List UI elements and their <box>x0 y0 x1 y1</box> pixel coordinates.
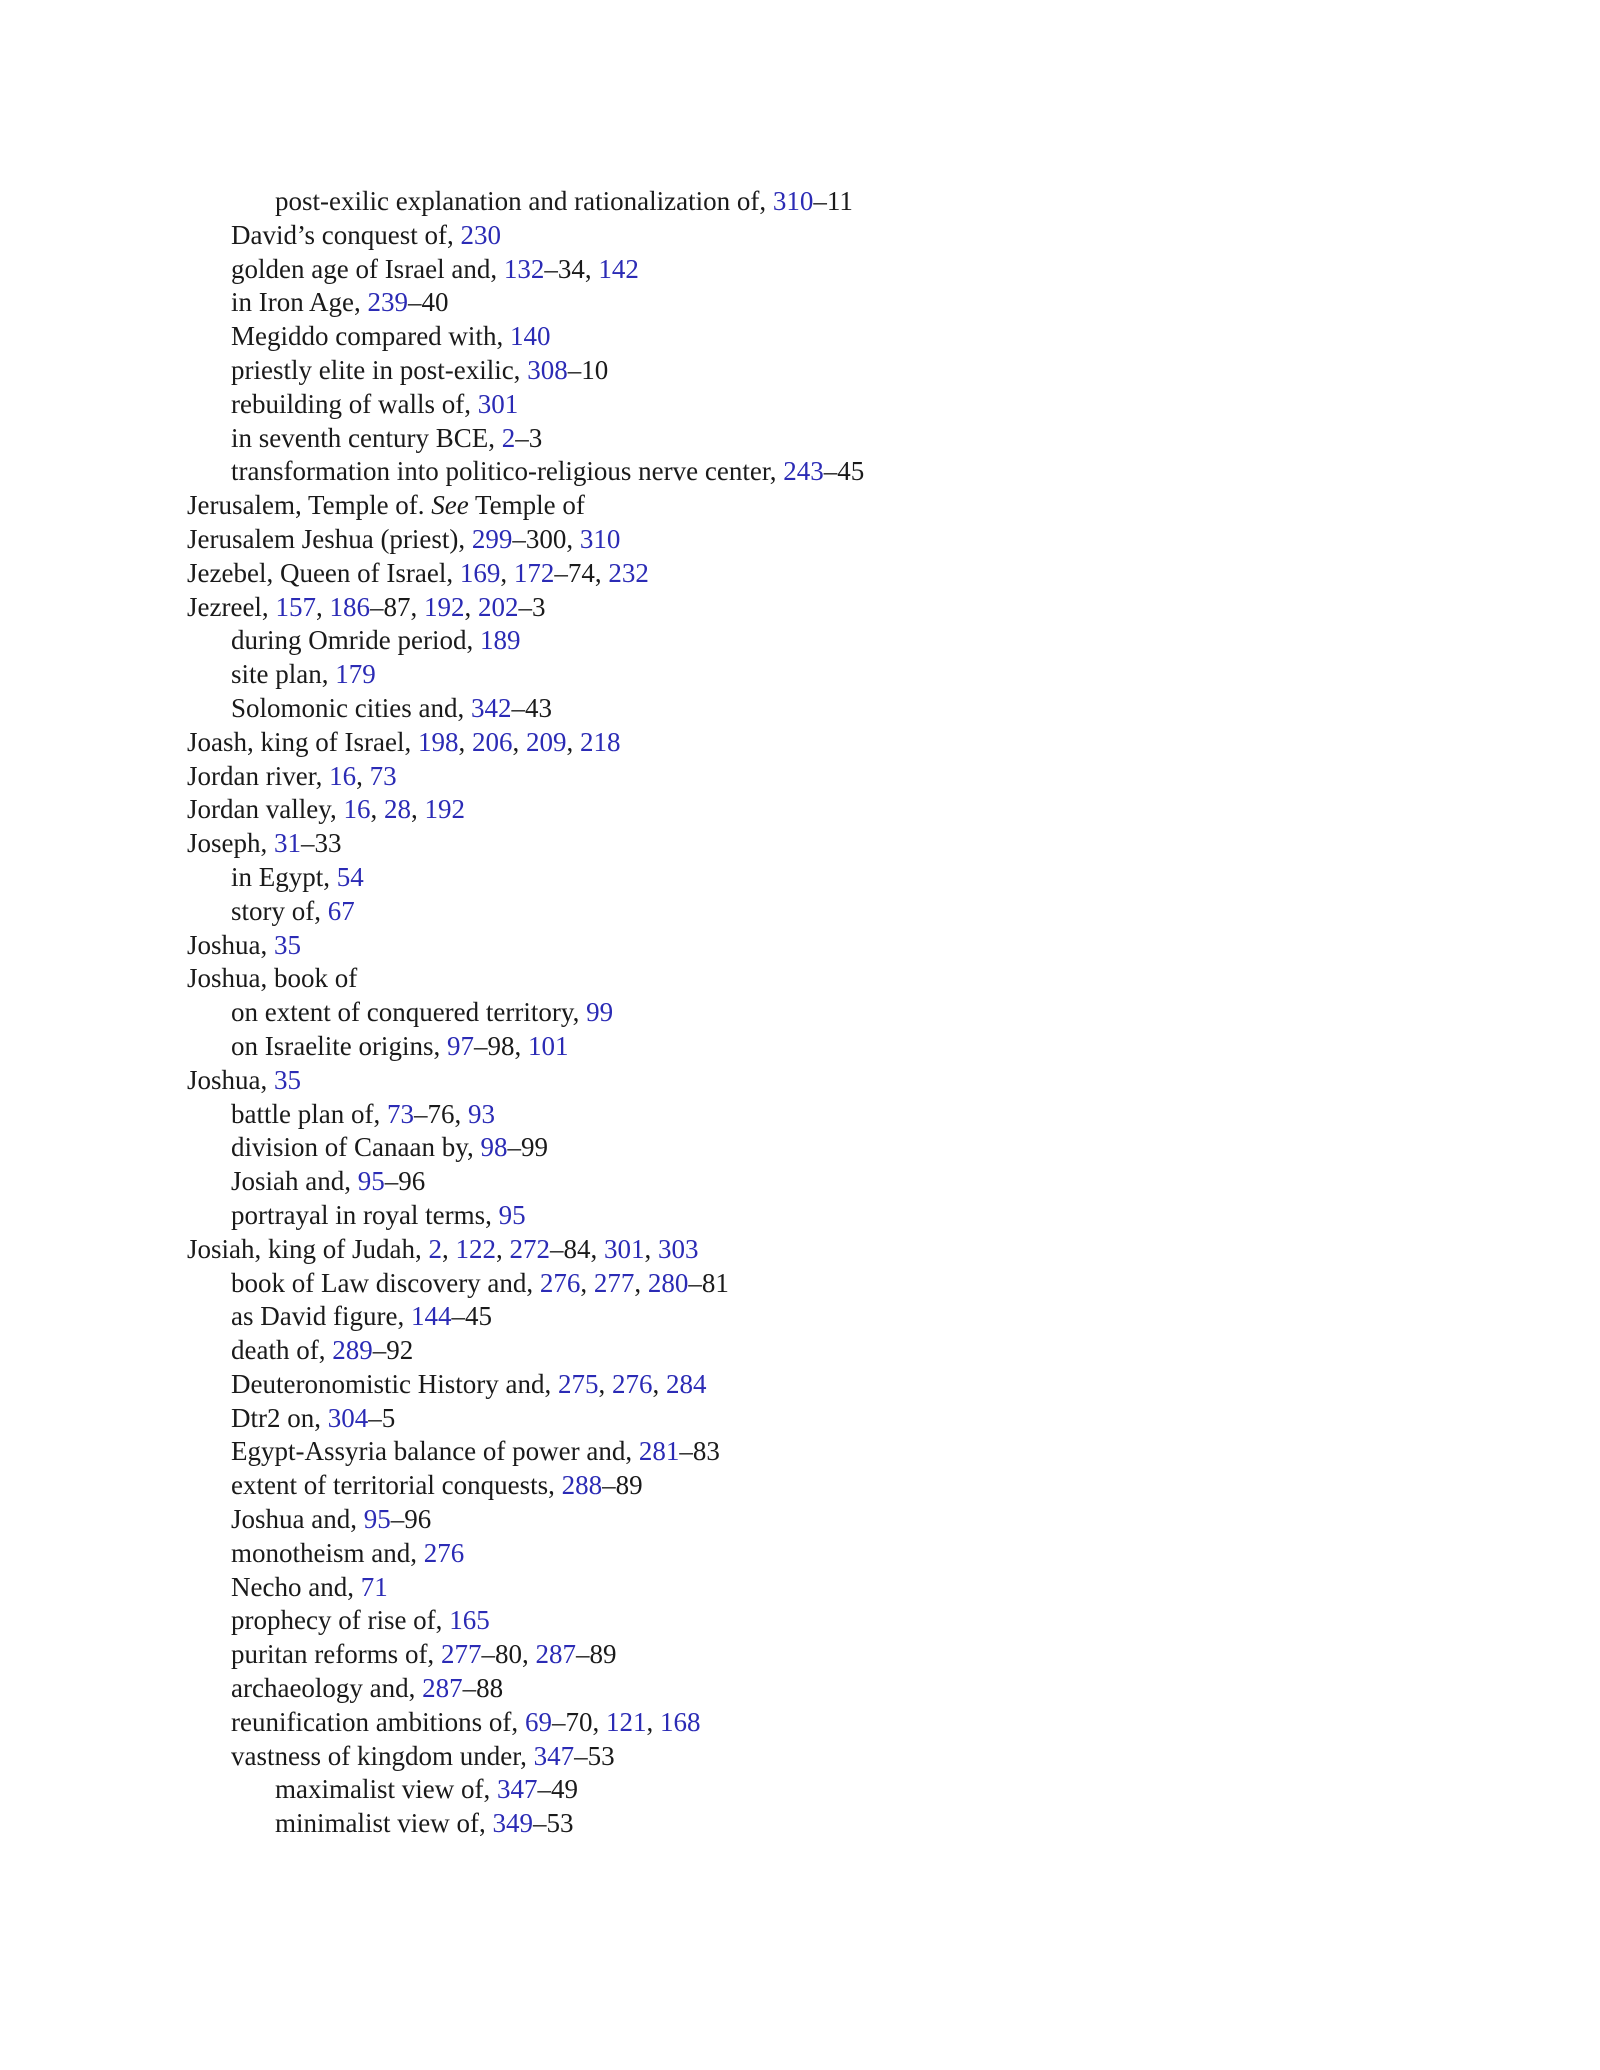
entry-text: in Iron Age, <box>231 287 368 318</box>
index-subentry <box>187 1199 1287 1233</box>
entry-text: Josiah, king of Judah, <box>187 1233 429 1264</box>
page-reference-link[interactable]: 277 <box>440 1639 482 1670</box>
entry-text: –84, <box>549 1233 604 1264</box>
entry-text: , <box>646 1706 660 1737</box>
page-reference-link[interactable]: 121 <box>605 1706 647 1737</box>
entry-text: Jezreel, <box>187 591 276 622</box>
entry-text: Egypt-Assyria balance of power and, <box>231 1436 639 1467</box>
index-subentry <box>187 455 1287 489</box>
entry-text: minimalist view of, <box>275 1808 493 1839</box>
page-reference-link[interactable]: 192 <box>424 794 465 825</box>
index-heading <box>187 1064 1287 1098</box>
entry-text: –89 <box>602 1470 643 1501</box>
index-subentry <box>187 1334 1287 1368</box>
entry-text: –92 <box>372 1335 414 1366</box>
page-reference-link[interactable]: 54 <box>336 861 364 892</box>
page-reference-link[interactable]: 342 <box>470 692 512 723</box>
page-reference-link[interactable]: 310 <box>772 186 814 216</box>
page-reference-link[interactable]: 172 <box>513 557 555 588</box>
entry-text: –43 <box>511 692 552 723</box>
page-reference-link[interactable]: 275 <box>557 1368 599 1399</box>
page-reference-link[interactable]: 206 <box>471 726 513 757</box>
entry-text: Joshua and, <box>231 1504 364 1535</box>
page-reference-link[interactable]: 142 <box>598 253 639 284</box>
entry-text: , <box>566 726 580 757</box>
page-reference-link[interactable]: 202 <box>477 591 519 622</box>
page-reference-link[interactable]: 93 <box>467 1098 495 1129</box>
page-reference-link[interactable]: 276 <box>539 1267 581 1298</box>
entry-text: , <box>652 1368 666 1399</box>
entry-text: Dtr2 on, <box>231 1402 328 1433</box>
entry-text: –80, <box>481 1639 536 1670</box>
page-reference-link[interactable]: 276 <box>423 1537 465 1568</box>
page-reference-link[interactable]: 186 <box>329 591 370 622</box>
index-subentry <box>187 1503 1287 1537</box>
page-reference-link[interactable]: 239 <box>367 287 408 318</box>
entry-text: as David figure, <box>231 1301 411 1332</box>
page-reference-link[interactable]: 2 <box>501 422 516 453</box>
page-reference-link[interactable]: 35 <box>274 929 301 960</box>
entry-text: –5 <box>368 1402 396 1433</box>
page-reference-link[interactable]: 304 <box>327 1402 369 1433</box>
entry-text: archaeology and, <box>231 1673 423 1704</box>
entry-text: –89 <box>575 1639 617 1670</box>
page-reference-link[interactable]: 347 <box>496 1774 538 1805</box>
page-reference-link[interactable]: 179 <box>335 659 376 690</box>
page-reference-link[interactable]: 232 <box>608 557 649 588</box>
page-reference-link[interactable]: 144 <box>410 1301 452 1332</box>
index-heading <box>187 557 1287 591</box>
entry-text: death of, <box>231 1335 333 1366</box>
entry-text: Megiddo compared with, <box>231 321 510 352</box>
page-reference-link[interactable]: 299 <box>471 523 513 554</box>
index-subentry <box>187 895 1287 929</box>
page-reference-link[interactable]: 209 <box>525 726 567 757</box>
page-reference-link[interactable]: 218 <box>579 726 621 757</box>
page-reference-link[interactable]: 16 <box>329 760 357 791</box>
index-heading <box>187 1233 1287 1267</box>
entry-text: rebuilding of walls of, <box>231 388 478 419</box>
page-reference-link[interactable]: 95 <box>363 1504 391 1535</box>
entry-text: –53 <box>532 1808 574 1839</box>
page-reference-link[interactable]: 303 <box>657 1233 699 1264</box>
page-reference-link[interactable]: 69 <box>524 1706 552 1737</box>
index-subentry <box>187 388 1287 422</box>
entry-text: Necho and, <box>231 1571 361 1602</box>
entry-text: extent of territorial conquests, <box>231 1470 562 1501</box>
entry-text: prophecy of rise of, <box>231 1605 450 1636</box>
entry-text: transformation into politico-religious nerve center, <box>231 456 784 487</box>
page-reference-link[interactable]: 122 <box>455 1233 496 1264</box>
page-reference-link[interactable]: 16 <box>343 794 371 825</box>
entry-text: –53 <box>574 1740 615 1771</box>
page-reference-link[interactable]: 95 <box>357 1166 385 1197</box>
entry-text: puritan reforms of, <box>231 1639 441 1670</box>
entry-text: David’s conquest of, <box>231 219 461 250</box>
page-reference-link[interactable]: 310 <box>579 523 621 554</box>
entry-text: –300, <box>512 523 580 554</box>
entry-text: , <box>458 726 472 757</box>
entry-text: –34, <box>544 253 599 284</box>
entry-text: in Egypt, <box>231 861 337 892</box>
index-heading <box>187 962 1287 996</box>
page-reference-link[interactable]: 301 <box>603 1233 645 1264</box>
index-subentry <box>187 1030 1287 1064</box>
entry-text: battle plan of, <box>231 1098 387 1129</box>
entry-text: book of Law discovery and, <box>231 1267 540 1298</box>
page-reference-link[interactable]: 289 <box>332 1335 373 1366</box>
index-subentry <box>187 1740 1287 1774</box>
index-subentry <box>187 253 1287 287</box>
page-reference-link[interactable]: 132 <box>503 253 545 284</box>
entry-text: –33 <box>301 828 342 859</box>
page-reference-link[interactable]: 28 <box>383 794 411 825</box>
entry-text: –70, <box>551 1706 606 1737</box>
page-reference-link[interactable]: 67 <box>327 895 355 926</box>
page-reference-link[interactable]: 276 <box>611 1368 653 1399</box>
entry-text: division of Canaan by, <box>231 1132 481 1163</box>
entry-text: Joshua, <box>187 929 274 960</box>
index-subentry <box>187 1638 1287 1672</box>
page-reference-link[interactable]: 347 <box>533 1740 575 1771</box>
page-reference-link[interactable]: 272 <box>509 1233 550 1264</box>
page-reference-link[interactable]: 140 <box>509 321 551 352</box>
index-subentry <box>187 1368 1287 1402</box>
page-reference-link[interactable]: 2 <box>428 1233 442 1264</box>
index-subentry <box>187 1571 1287 1605</box>
entry-text: Jezebel, Queen of Israel, <box>187 557 460 588</box>
page-reference-link[interactable]: 165 <box>449 1605 490 1636</box>
entry-text: –76, <box>413 1098 468 1129</box>
index-subentry <box>187 1604 1287 1638</box>
entry-text: Joshua, <box>187 1064 274 1095</box>
page-reference-link[interactable]: 71 <box>360 1571 388 1602</box>
entry-text: on Israelite origins, <box>231 1030 447 1061</box>
entry-text: post-exilic explanation and rationalization of, <box>275 186 773 216</box>
index-subentry <box>187 996 1287 1030</box>
entry-text: , <box>495 1233 510 1264</box>
page-reference-link[interactable]: 97 <box>446 1030 474 1061</box>
page-reference-link[interactable]: 98 <box>480 1132 508 1163</box>
entry-text: priestly elite in post-exilic, <box>231 354 528 385</box>
entry-text: Joseph, <box>187 828 274 859</box>
entry-text: on extent of conquered territory, <box>231 997 587 1028</box>
page-reference-link[interactable]: 198 <box>417 726 459 757</box>
index-subentry <box>187 1267 1287 1301</box>
entry-text: –49 <box>537 1774 578 1805</box>
entry-text: Jerusalem Jeshua (priest), <box>187 523 472 554</box>
index-subentry <box>187 320 1287 354</box>
index-subentry <box>187 1165 1287 1199</box>
index-subentry <box>187 1435 1287 1469</box>
entry-text: –99 <box>507 1132 548 1163</box>
page-reference-link[interactable]: 288 <box>561 1470 603 1501</box>
entry-text: –87, <box>369 591 424 622</box>
index-subentry <box>187 354 1287 388</box>
page-reference-link[interactable]: 280 <box>647 1267 689 1298</box>
entry-text: , <box>580 1267 594 1298</box>
page-reference-link[interactable]: 73 <box>369 760 397 791</box>
entry-text: Solomonic cities and, <box>231 692 471 723</box>
entry-text: during Omride period, <box>231 625 480 656</box>
entry-text: Deuteronomistic History and, <box>231 1368 558 1399</box>
page-reference-link[interactable]: 31 <box>274 828 301 859</box>
index-heading <box>187 489 1287 523</box>
entry-text: –96 <box>384 1166 426 1197</box>
entry-text: , <box>315 591 330 622</box>
entry-text: –88 <box>462 1673 504 1704</box>
entry-text: , <box>370 794 384 825</box>
entry-text: Josiah and, <box>231 1166 358 1197</box>
page-reference-link[interactable]: 189 <box>479 625 521 656</box>
entry-text: , <box>500 557 514 588</box>
index-subsubentry <box>187 1773 1287 1807</box>
entry-text: maximalist view of, <box>275 1774 497 1805</box>
entry-text: Temple of <box>468 490 585 521</box>
page-reference-link[interactable]: 95 <box>498 1199 526 1230</box>
index-subentry <box>187 286 1287 320</box>
entry-text: –81 <box>688 1267 729 1298</box>
page-reference-link[interactable]: 101 <box>527 1030 569 1061</box>
entry-text: portrayal in royal terms, <box>231 1199 499 1230</box>
page-reference-link[interactable]: 277 <box>593 1267 635 1298</box>
index-subentry <box>187 1131 1287 1165</box>
index-subentry <box>187 1706 1287 1740</box>
index-subentry <box>187 624 1287 658</box>
entry-text: –10 <box>567 354 609 385</box>
entry-text: , <box>512 726 526 757</box>
index-heading <box>187 793 1287 827</box>
entry-text: Joshua, book of <box>187 963 358 994</box>
index-subsubentry <box>187 1807 1287 1841</box>
cross-reference-see: See <box>431 490 469 521</box>
entry-text: –45 <box>823 456 865 487</box>
index-subentry <box>187 1672 1287 1706</box>
page-reference-link[interactable]: 230 <box>460 219 501 250</box>
entry-text: golden age of Israel and, <box>231 253 504 284</box>
entry-text: , <box>441 1233 456 1264</box>
index-subentry <box>187 1098 1287 1132</box>
index-subentry <box>187 692 1287 726</box>
entry-text: –40 <box>407 287 449 318</box>
entry-text: –83 <box>679 1436 720 1467</box>
entry-text: –3 <box>518 591 546 622</box>
page-reference-link[interactable]: 157 <box>275 591 316 622</box>
index-subentry <box>187 422 1287 456</box>
entry-text: –74, <box>554 557 609 588</box>
entry-text: story of, <box>231 895 328 926</box>
index-heading <box>187 827 1287 861</box>
entry-text: Jerusalem, Temple of. <box>187 490 432 521</box>
page-reference-link[interactable]: 349 <box>492 1808 533 1839</box>
index-heading <box>187 929 1287 963</box>
page-reference-link[interactable]: 243 <box>783 456 824 487</box>
entry-text: , <box>410 794 425 825</box>
entry-text: , <box>644 1233 658 1264</box>
page-reference-link[interactable]: 281 <box>638 1436 680 1467</box>
page-reference-link[interactable]: 99 <box>586 997 614 1028</box>
page-reference-link[interactable]: 73 <box>386 1098 414 1129</box>
page-reference-link[interactable]: 287 <box>422 1673 463 1704</box>
entry-text: Jordan river, <box>187 760 330 791</box>
entry-text: in seventh century BCE, <box>231 422 502 453</box>
index-heading <box>187 523 1287 557</box>
index-subentry <box>187 1469 1287 1503</box>
page-reference-link[interactable]: 169 <box>459 557 501 588</box>
entry-text: –96 <box>390 1504 432 1535</box>
entry-text: –3 <box>515 422 543 453</box>
entry-text: Jordan valley, <box>187 794 344 825</box>
entry-text: , <box>634 1267 648 1298</box>
entry-text: , <box>598 1368 612 1399</box>
index-subsubentry <box>187 185 1287 219</box>
index-subentry <box>187 1537 1287 1571</box>
entry-text: Joash, king of Israel, <box>187 726 418 757</box>
index-subentry <box>187 658 1287 692</box>
page-reference-link[interactable]: 168 <box>659 1706 701 1737</box>
entry-text: vastness of kingdom under, <box>231 1740 534 1771</box>
page-reference-link[interactable]: 192 <box>423 591 465 622</box>
index-subentry <box>187 1402 1287 1436</box>
index-subentry <box>187 1300 1287 1334</box>
entry-text: , <box>356 760 370 791</box>
entry-text: –98, <box>473 1030 528 1061</box>
entry-text: –11 <box>813 186 853 216</box>
page-reference-link[interactable]: 284 <box>665 1368 707 1399</box>
page-reference-link[interactable]: 287 <box>535 1639 576 1670</box>
page-reference-link[interactable]: 308 <box>527 354 568 385</box>
entry-text: –45 <box>451 1301 492 1332</box>
index-heading <box>187 726 1287 760</box>
index-heading <box>187 591 1287 625</box>
entry-text: , <box>464 591 478 622</box>
index-page <box>187 185 1287 1841</box>
index-subentry <box>187 861 1287 895</box>
entry-text: monotheism and, <box>231 1537 424 1568</box>
entry-text: site plan, <box>231 659 336 690</box>
index-subentry <box>187 219 1287 253</box>
page-reference-link[interactable]: 301 <box>477 388 519 419</box>
page-reference-link[interactable]: 35 <box>274 1064 301 1095</box>
entry-text: reunification ambitions of, <box>231 1706 525 1737</box>
index-heading <box>187 760 1287 794</box>
